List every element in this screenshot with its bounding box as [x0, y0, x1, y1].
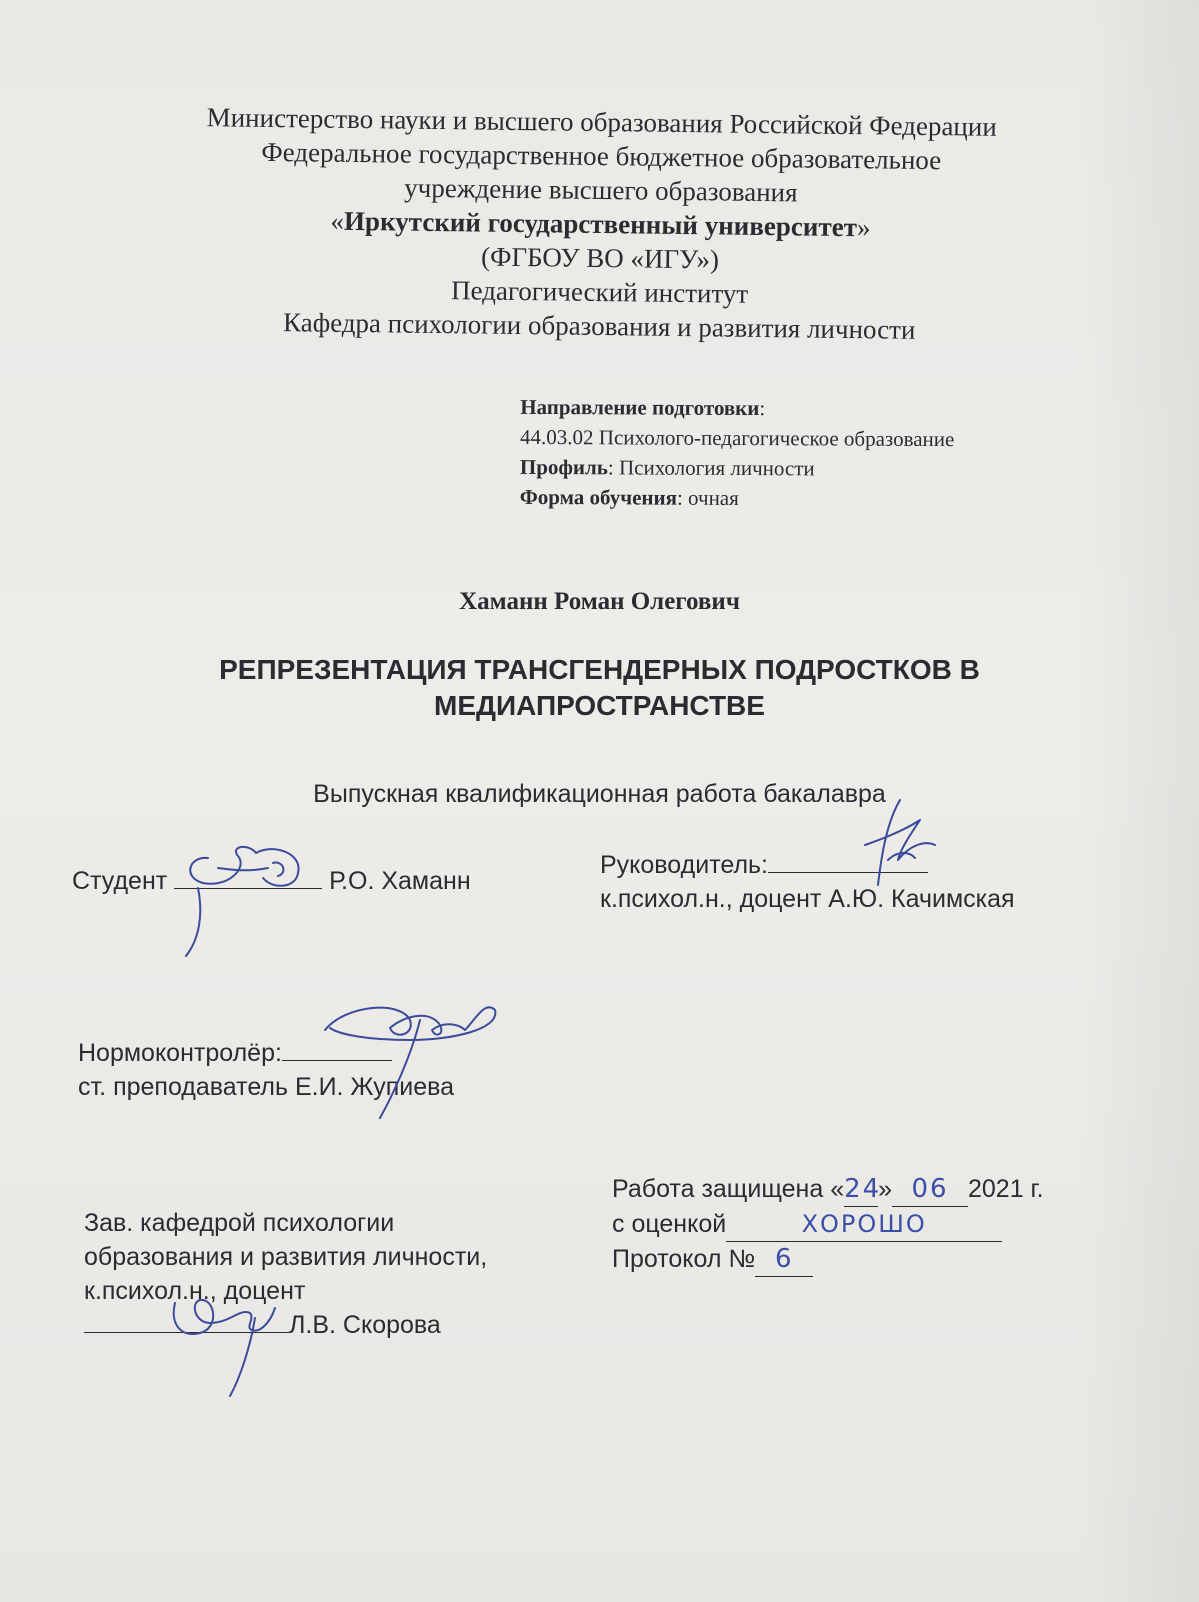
profile-row: Профиль: Психология личности — [519, 454, 815, 481]
institute-name: Педагогический институт — [450, 275, 749, 309]
department-name: Кафедра психологии образования и развития личности — [282, 307, 916, 345]
program-info — [520, 392, 955, 514]
thesis-title — [0, 652, 1199, 724]
work-type: Выпускная квалификационная работа бакалавра — [313, 780, 886, 808]
defense-month: 06 — [892, 1172, 968, 1207]
ministry-line: Министерство науки и высшего образования Российской Федерации — [206, 102, 997, 142]
student-signature — [178, 838, 328, 968]
defense-block — [612, 1172, 1044, 1277]
normcontrol-label: Нормоконтролёр: — [78, 1039, 282, 1067]
institution-type-line-2: учреждение высшего образования — [404, 172, 798, 208]
student-label: Студент — [72, 867, 168, 895]
head-name: Л.В. Скорова — [289, 1311, 441, 1339]
header-block — [0, 98, 1199, 351]
student-name: Р.О. Хаманн — [329, 867, 471, 895]
grade-value: ХОРОШО — [726, 1207, 1002, 1242]
direction-value: 44.03.02 Психолого-педагогическое образование — [520, 424, 955, 452]
protocol-row: Протокол № 6 — [612, 1242, 1044, 1277]
head-line-2: образования и развития личности, — [84, 1243, 488, 1271]
author-name: Хаманн Роман Олегович — [459, 588, 740, 615]
university-name: «Иркутский государственный университет» — [330, 205, 871, 243]
university-abbr: (ФГБОУ ВО «ИГУ») — [480, 241, 720, 275]
head-signature — [160, 1278, 290, 1398]
defense-day: 24 — [844, 1172, 878, 1207]
supervisor-block — [600, 848, 1015, 916]
normcontrol-signature — [310, 990, 510, 1120]
title-line-2: МЕДИАПРОСТРАНСТВЕ — [434, 690, 765, 721]
supervisor-details: к.психол.н., доцент А.Ю. Качимская — [600, 885, 1015, 913]
form-row: Форма обучения: очная — [519, 484, 739, 511]
defense-date-row: Работа защищена «24» 06 2021 г. — [612, 1172, 1044, 1207]
head-line-1: Зав. кафедрой психологии — [84, 1209, 395, 1237]
institution-type-line: Федеральное государственное бюджетное образовательное — [261, 136, 942, 176]
protocol-number: 6 — [755, 1242, 813, 1277]
title-line-1: РЕПРЕЗЕНТАЦИЯ ТРАНСГЕНДЕРНЫХ ПОДРОСТКОВ В — [219, 654, 980, 685]
supervisor-signature — [840, 790, 950, 900]
normcontrol-details: ст. преподаватель Е.И. Жупиева — [78, 1073, 455, 1101]
direction-row: Направление подготовки: — [520, 394, 766, 421]
head-line-3: к.психол.н., доцент — [84, 1277, 306, 1305]
supervisor-label: Руководитель: — [600, 851, 769, 879]
grade-row: с оценкой ХОРОШО — [612, 1207, 1044, 1242]
